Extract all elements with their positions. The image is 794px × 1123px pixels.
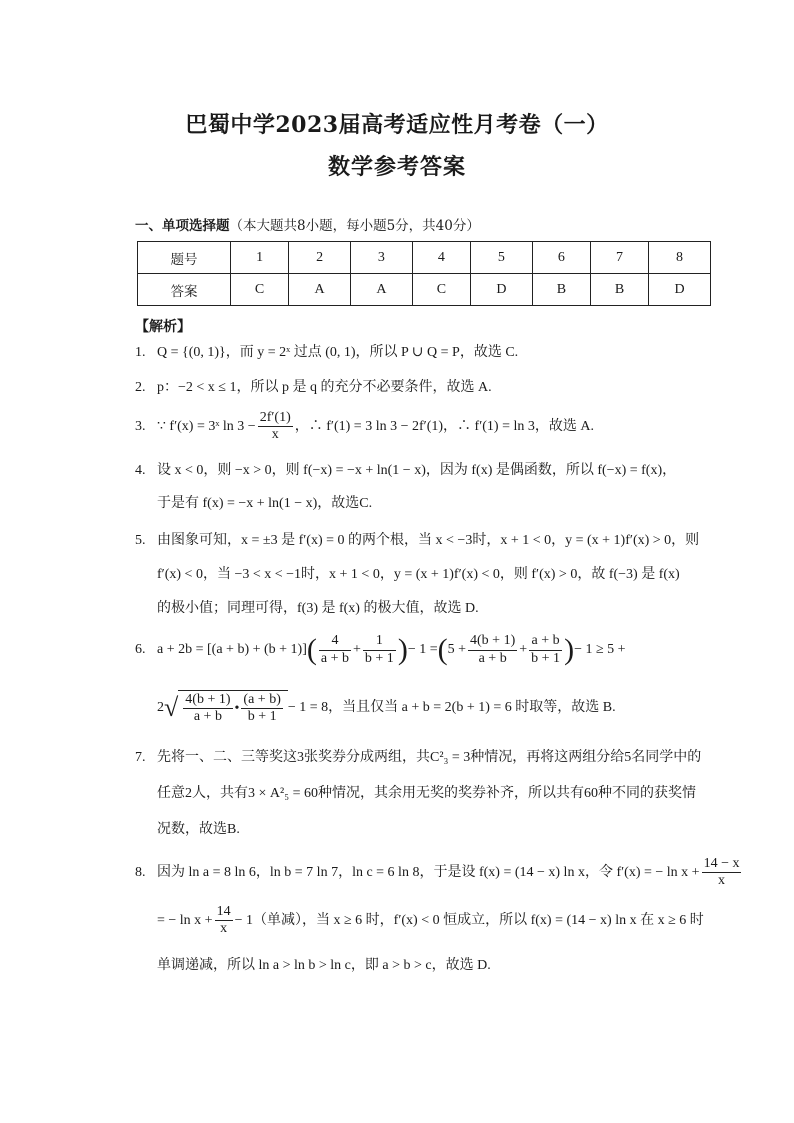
- item-number: 3.: [135, 418, 146, 434]
- solution-text: 因为 ln a = 8 ln 6，ln b = 7 ln 7，ln c = 6 ln 8，于是设 f(x) = (14 − x) ln x，令 f′(x) = − ln x +: [157, 864, 700, 880]
- fraction: [468, 633, 517, 666]
- solution-4-line-2: 于是有 f(x) = −x + ln(1 − x)，故选C.: [157, 496, 373, 511]
- denominator: a + b: [468, 650, 517, 667]
- denominator: b + 1: [364, 650, 394, 666]
- item-number: 6.: [135, 642, 146, 658]
- table-cell: C: [231, 274, 289, 306]
- numerator: 4(b + 1): [470, 633, 516, 649]
- numerator: 4: [331, 633, 339, 649]
- table-cell: 6: [532, 242, 590, 274]
- denominator: x: [702, 872, 742, 889]
- table-cell: 4: [412, 242, 470, 274]
- table-cell: 2: [289, 242, 351, 274]
- coefficient: 2: [157, 699, 164, 715]
- solution-text: − 1 ≥ 5 +: [574, 642, 626, 658]
- numerator: a + b: [531, 633, 560, 649]
- numerator: 2f′(1): [259, 410, 291, 425]
- fraction: [363, 633, 396, 666]
- solution-8: [135, 856, 743, 889]
- solution-text: a + 2b = [(a + b) + (b + 1)]: [157, 642, 307, 658]
- page-title: 巴蜀中学2023届高考适应性月考卷（一）: [185, 112, 609, 138]
- paren-open: (: [437, 633, 448, 666]
- denominator: x: [258, 426, 293, 443]
- solution-8-line-2: [157, 904, 704, 937]
- table-row: [138, 274, 711, 306]
- table-cell: A: [350, 274, 412, 306]
- solution-text: 设 x < 0，则 −x > 0，则 f(−x) = −x + ln(1 − x)，因为 f(x) 是偶函数，所以 f(−x) = f(x)，: [157, 463, 677, 478]
- solution-text: − 1（单减），当 x ≥ 6 时，f′(x) < 0 恒成立，所以 f(x) = (14 − x) ln x 在 x ≥ 6 时: [234, 912, 704, 928]
- answer-table: [137, 241, 711, 306]
- numerator: (a + b): [243, 692, 281, 707]
- page-subtitle: 数学参考答案: [327, 154, 466, 180]
- solution-1: [135, 345, 518, 362]
- item-number: 1.: [135, 345, 146, 360]
- numerator: 1: [375, 633, 383, 649]
- solution-text: − 1 =: [407, 642, 438, 658]
- square-root: [178, 690, 288, 725]
- table-cell: 8: [649, 242, 711, 274]
- solution-text: 由图象可知，x = ±3 是 f′(x) = 0 的两个根，当 x < −3时，x + 1 < 0，y = (x + 1)f′(x) > 0，则: [157, 533, 700, 548]
- fraction: [241, 692, 282, 725]
- table-header-number: 题号: [138, 242, 231, 274]
- solution-7: [135, 750, 701, 767]
- solution-7-line-2: 任意2人，共有3 × A²₅ = 60种情况，其余用无奖的奖券补齐，所以共有60种不同的获奖情: [157, 786, 696, 801]
- table-cell: B: [590, 274, 648, 306]
- item-number: 7.: [135, 750, 146, 765]
- solution-text: ∵ f′(x) = 3ˣ ln 3 −: [157, 418, 256, 434]
- solution-6-line-2: [157, 690, 616, 725]
- denominator: a + b: [320, 650, 349, 666]
- fraction: [702, 856, 742, 889]
- section-note: （本大题共8小题，每小题5分，共40分）: [229, 218, 480, 234]
- solution-text: ，∴ f′(1) = 3 ln 3 − 2f′(1)，∴ f′(1) = ln 3，故选 A.: [294, 418, 594, 434]
- solution-4: [135, 463, 676, 480]
- analysis-heading: 【解析】: [135, 319, 191, 335]
- solution-5-line-3: 的极小值；同理可得，f(3) 是 f(x) 的极大值，故选 D.: [157, 601, 479, 616]
- numerator: 4(b + 1): [185, 692, 231, 707]
- item-number: 4.: [135, 463, 146, 478]
- denominator: a + b: [183, 708, 232, 725]
- paren-open: (: [306, 633, 317, 666]
- table-cell: 7: [590, 242, 648, 274]
- table-row: [138, 242, 711, 274]
- table-cell: A: [289, 274, 351, 306]
- denominator: b + 1: [531, 650, 561, 666]
- solution-2: [135, 380, 492, 397]
- solution-text: Q = {(0, 1)}，而 y = 2ˣ 过点 (0, 1)，所以 P ∪ Q = P，故选 C.: [157, 345, 519, 360]
- fraction: [529, 633, 562, 666]
- table-cell: D: [470, 274, 532, 306]
- paren-close: ): [397, 633, 408, 666]
- numerator: 14: [216, 904, 231, 919]
- fraction: [319, 633, 351, 666]
- fraction: [258, 410, 293, 443]
- table-cell: C: [412, 274, 470, 306]
- table-cell: B: [532, 274, 590, 306]
- radical-sign: √: [164, 693, 179, 722]
- item-number: 8.: [135, 864, 146, 880]
- solution-text: p：−2 < x ≤ 1，所以 p 是 q 的充分不必要条件，故选 A.: [157, 380, 492, 395]
- solution-5: [135, 533, 699, 550]
- section-title: 一、单项选择题: [135, 218, 230, 234]
- table-cell: 1: [231, 242, 289, 274]
- solution-3: [135, 410, 594, 443]
- item-number: 5.: [135, 533, 146, 548]
- fraction: [215, 904, 233, 937]
- table-cell: 3: [350, 242, 412, 274]
- solution-text: = − ln x +: [157, 912, 213, 928]
- solution-6: 6. a + 2b = [(a + b) + (b + 1)]( $\frac{4}{a + b}$ + $\frac{1}{b + 1}$ )− 1 =(5 + $\frac{4(b + 1)}{a + b}$ + $\frac{a + b}{b + 1}$ )− 1 ≥ 5 +: [135, 633, 626, 666]
- table-cell: 5: [470, 242, 532, 274]
- table-header-answer: 答案: [138, 274, 231, 306]
- item-number: 2.: [135, 380, 146, 395]
- numerator: 14 − x: [703, 856, 740, 871]
- solution-8-line-3: 单调递减，所以 ln a > ln b > ln c，即 a > b > c，故选 D.: [157, 958, 491, 973]
- denominator: x: [215, 920, 233, 937]
- solution-text: 先将一、二、三等奖这3张奖券分成两组，共C²₃ = 3种情况，再将这两组分给5名同学中的: [157, 750, 702, 765]
- section-heading: [135, 214, 480, 234]
- solution-text: − 1 = 8，当且仅当 a + b = 2(b + 1) = 6 时取等，故选 B.: [287, 699, 616, 715]
- fraction: [183, 692, 232, 725]
- solution-7-line-3: 况数，故选B.: [157, 822, 240, 837]
- solution-text: 5 +: [447, 642, 467, 658]
- table-cell: D: [649, 274, 711, 306]
- denominator: b + 1: [241, 708, 282, 725]
- paren-close: ): [564, 633, 575, 666]
- dot-operator: •: [234, 700, 240, 716]
- solution-5-line-2: f′(x) < 0，当 −3 < x < −1时，x + 1 < 0，y = (x + 1)f′(x) < 0，则 f′(x) > 0，故 f(−3) 是 f(x): [157, 567, 680, 582]
